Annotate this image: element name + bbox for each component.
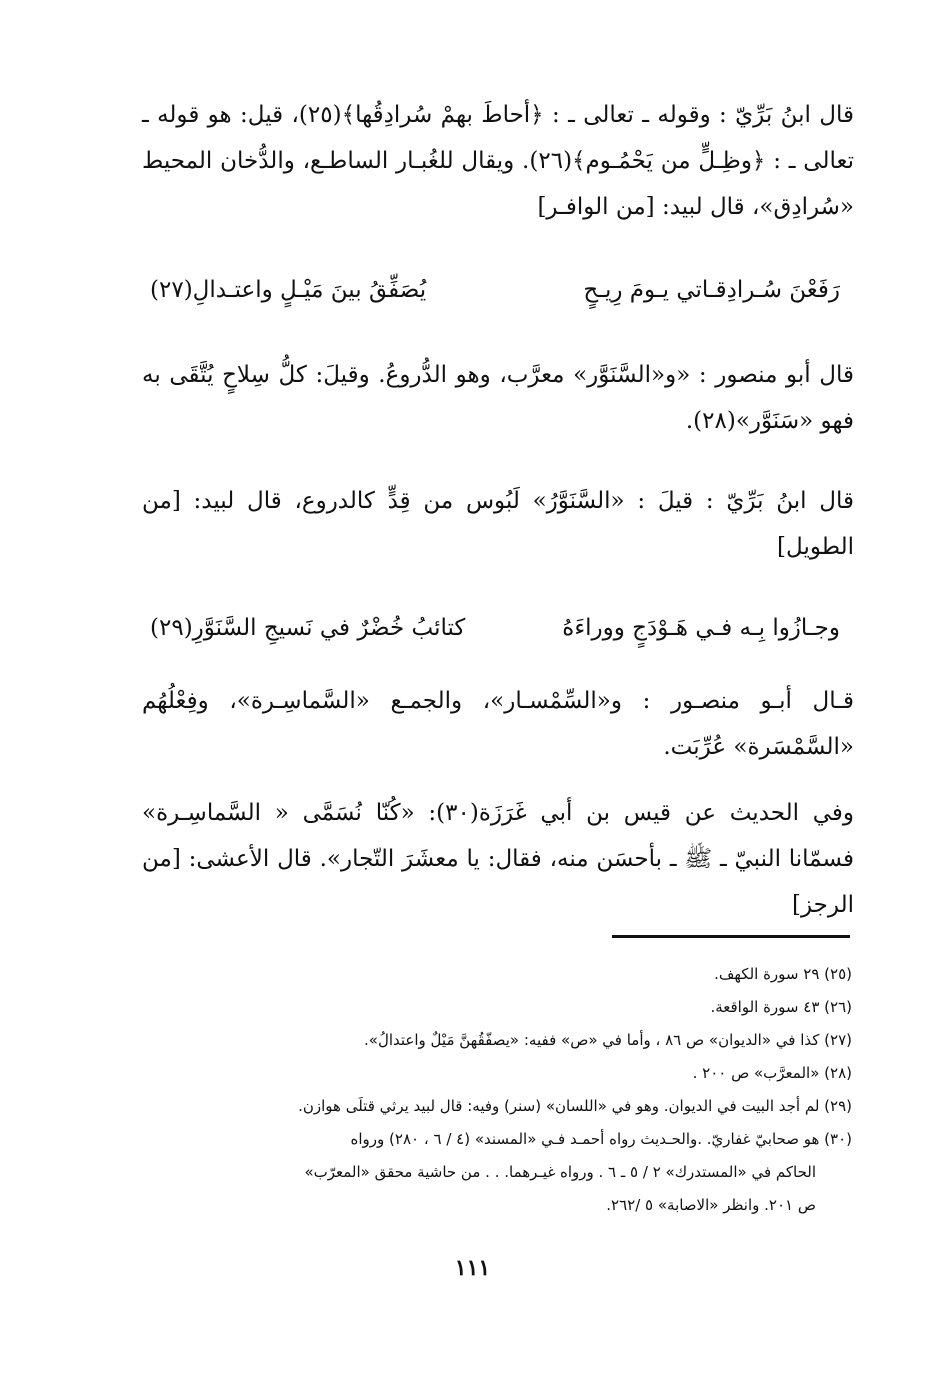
verse-first-hemistich: رَفَعْنَ سُـرادِقـاتي يـومَ رِيـحٍ [583,277,840,303]
paragraph-text: قال ابنُ بَرِّيّ : وقوله ـ تعالى ـ : ﴿أحاطَ بهمْ سُرادِقُها﴾(٢٥)، قيل: هو قوله ـ تعالى ـ : ﴿وظِـلٍّ من يَحْمُـوم﴾(٢٦). ويقال للغُبـار الساطـع، والدُّخان المحيط «سُرادِق»، قال لبيد: [من الوافـر] [142,102,854,220]
poem-verse-1 [150,270,840,310]
footnote-30-continuation: الحاكم في «المستدرك» ٢ / ٥ ـ ٦ . ورواه غيـرهما. . . من حاشية محقق «المعرّب» [304,1163,816,1181]
paragraph-3 [142,478,854,570]
paragraph-text: قال ابنُ بَرِّيّ : قيلَ : «السَّنَوَّرُ» لَبُوس من قِدٍّ كالدروع، قال لبيد: [من الطويل] [142,488,854,560]
verse-second-hemistich: كتائبُ خُضْرٌ في نَسيجِ السَّنَوَّرِ(٢٩) [150,615,466,641]
footnote-30-continuation: ص ٢٠١. وانظر «الاصابة» ٥ /٢٦٢. [606,1196,816,1214]
footnote-29: (٢٩) لم أجد البيت في الديوان. وهو في «اللسان» (سنر) وفيه: قال لبيد يرثي قتلَى هوازن. [298,1097,852,1115]
verse-second-hemistich: يُصَفِّقُ بينَ مَيْـلٍ واعتـدالِ(٢٧) [150,277,427,303]
footnotes [140,958,852,1222]
footnote-26: (٢٦) ٤٣ سورة الواقعة. [710,998,852,1016]
paragraph-2 [142,352,854,444]
page-number: ١١١ [454,1255,491,1281]
paragraph-5 [142,790,854,928]
paragraph-text: قـال أبـو منصـور : و«السِّمْسـار»، والجمـع «السَّماسِـرة»، وفِعْلُهُم «السَّمْسَرة» عُرِّبَت. [142,688,854,760]
poem-verse-2 [150,608,840,648]
paragraph-1 [142,92,854,230]
footnote-27: (٢٧) كذا في «الديوان» ص ٨٦ ، وأما في «ص» ففيه: «يصفّقُهنَّ مَيْلٌ واعتدالُ». [364,1031,852,1049]
paragraph-4 [142,678,854,770]
paragraph-text: قال أبو منصور : «و«السَّنَوَّر» معرَّب، وهو الدُّروعُ. وقيلَ: كلُّ سِلاحٍ يُتَّقَى به فهو «سَنَوَّر»(٢٨). [142,362,854,434]
verse-first-hemistich: وجـازُوا بِـه فـي هَـوْدَجٍ ووراءَهُ [562,615,840,641]
footnote-28: (٢٨) «المعرَّب» ص ٢٠٠ . [692,1064,852,1082]
footnote-separator [612,935,850,938]
footnote-25: (٢٥) ٢٩ سورة الكهف. [714,965,852,983]
paragraph-text: وفي الحديث عن قيس بن أبي غَرَزَة(٣٠): «كُنّا نُسَمَّى « السَّماسِـرة» فسمّانا النبيّ ـ ﷺ ـ بأحسَن منه، فقال: يا معشَرَ التّجار». قال الأعشى: [من الرجز] [142,800,855,918]
footnote-30: (٣٠) هو صحابيّ غفاريّ. .والحـديث رواه أحمـد فـي «المسند» (٤ / ٦ ، ٢٨٠) ورواه [350,1130,852,1148]
